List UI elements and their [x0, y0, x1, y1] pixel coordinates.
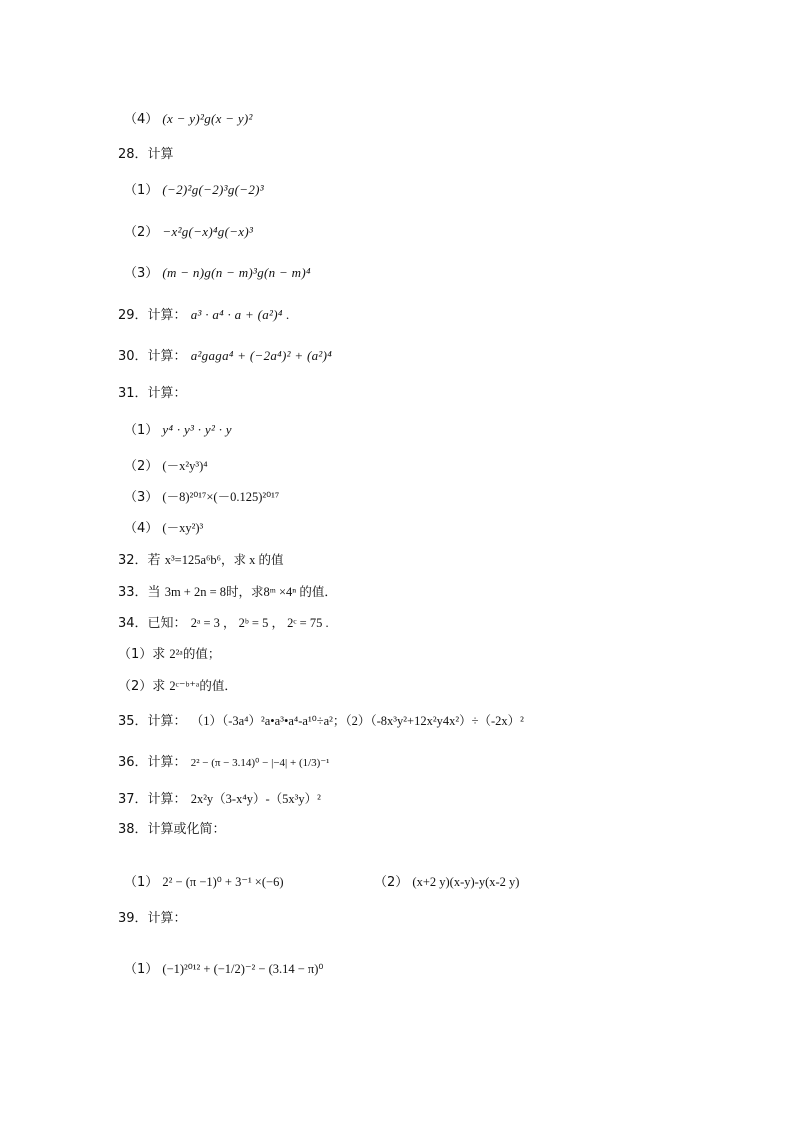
q31-3: （3） (－8)²⁰¹⁷×(－0.125)²⁰¹⁷: [124, 490, 280, 505]
q38-1: （1） 2² − (π −1)⁰ + 3⁻¹ ×(−6): [124, 875, 284, 890]
q39-1: （1） (−1)²⁰¹² + (−1/2)⁻² − (3.14 − π)⁰: [124, 962, 324, 977]
q38-heading: 38．计算或化简：: [118, 822, 226, 837]
q28-2: （2） −x²g(−x)⁴g(−x)³: [124, 224, 254, 240]
q36: 36．计算： 2² − (π − 3.14)⁰ − |−4| + (1/3)⁻¹: [118, 755, 330, 770]
q34: 34．已知： 2ᵃ = 3 ， 2ᵇ = 5 ， 2ᶜ = 75 .: [118, 616, 329, 631]
q35: 35．计算： （1）（-3a⁴）²a•a³•a⁴-a¹⁰÷a²；（2）（-8x³y²+12x²y4x²）÷（-2x）²: [118, 714, 524, 729]
q39-heading: 39．计算：: [118, 911, 187, 926]
q31-4: （4） (－xy²)³: [124, 521, 204, 536]
q28-3: （3） (m − n)g(n − m)³g(n − m)⁴: [124, 265, 311, 281]
q27-4: （4） (x − y)²g(x − y)²: [124, 111, 253, 127]
q28-1: （1） (−2)²g(−2)³g(−2)³: [124, 182, 265, 198]
q38-2: （2） (x+2 y)(x-y)-y(x-2 y): [374, 875, 520, 890]
q31-2: （2） (－x²y³)⁴: [124, 459, 208, 474]
q29: 29．计算： a³ · a⁴ · a + (a²)⁴ .: [118, 307, 290, 323]
q34-2: （2）求 2ᶜ⁻ᵇ⁺ᵃ的值．: [118, 679, 237, 694]
q34-1: （1）求 2²ᵃ的值；: [118, 647, 221, 662]
q31-1: （1） y⁴ · y³ · y² · y: [124, 422, 232, 438]
q32: 32．若 x³=125a⁶b⁶，求 x 的值: [118, 553, 284, 568]
q28-heading: 28．计算: [118, 147, 174, 162]
q30: 30．计算： a²gaga⁴ + (−2a⁴)² + (a²)⁴: [118, 348, 333, 364]
q37: 37．计算： 2x²y（3-x⁴y）-（5x³y）²: [118, 792, 321, 807]
q31-heading: 31．计算：: [118, 386, 187, 401]
q33: 33．当 3m + 2n = 8时，求8ᵐ ×4ⁿ 的值．: [118, 585, 337, 600]
